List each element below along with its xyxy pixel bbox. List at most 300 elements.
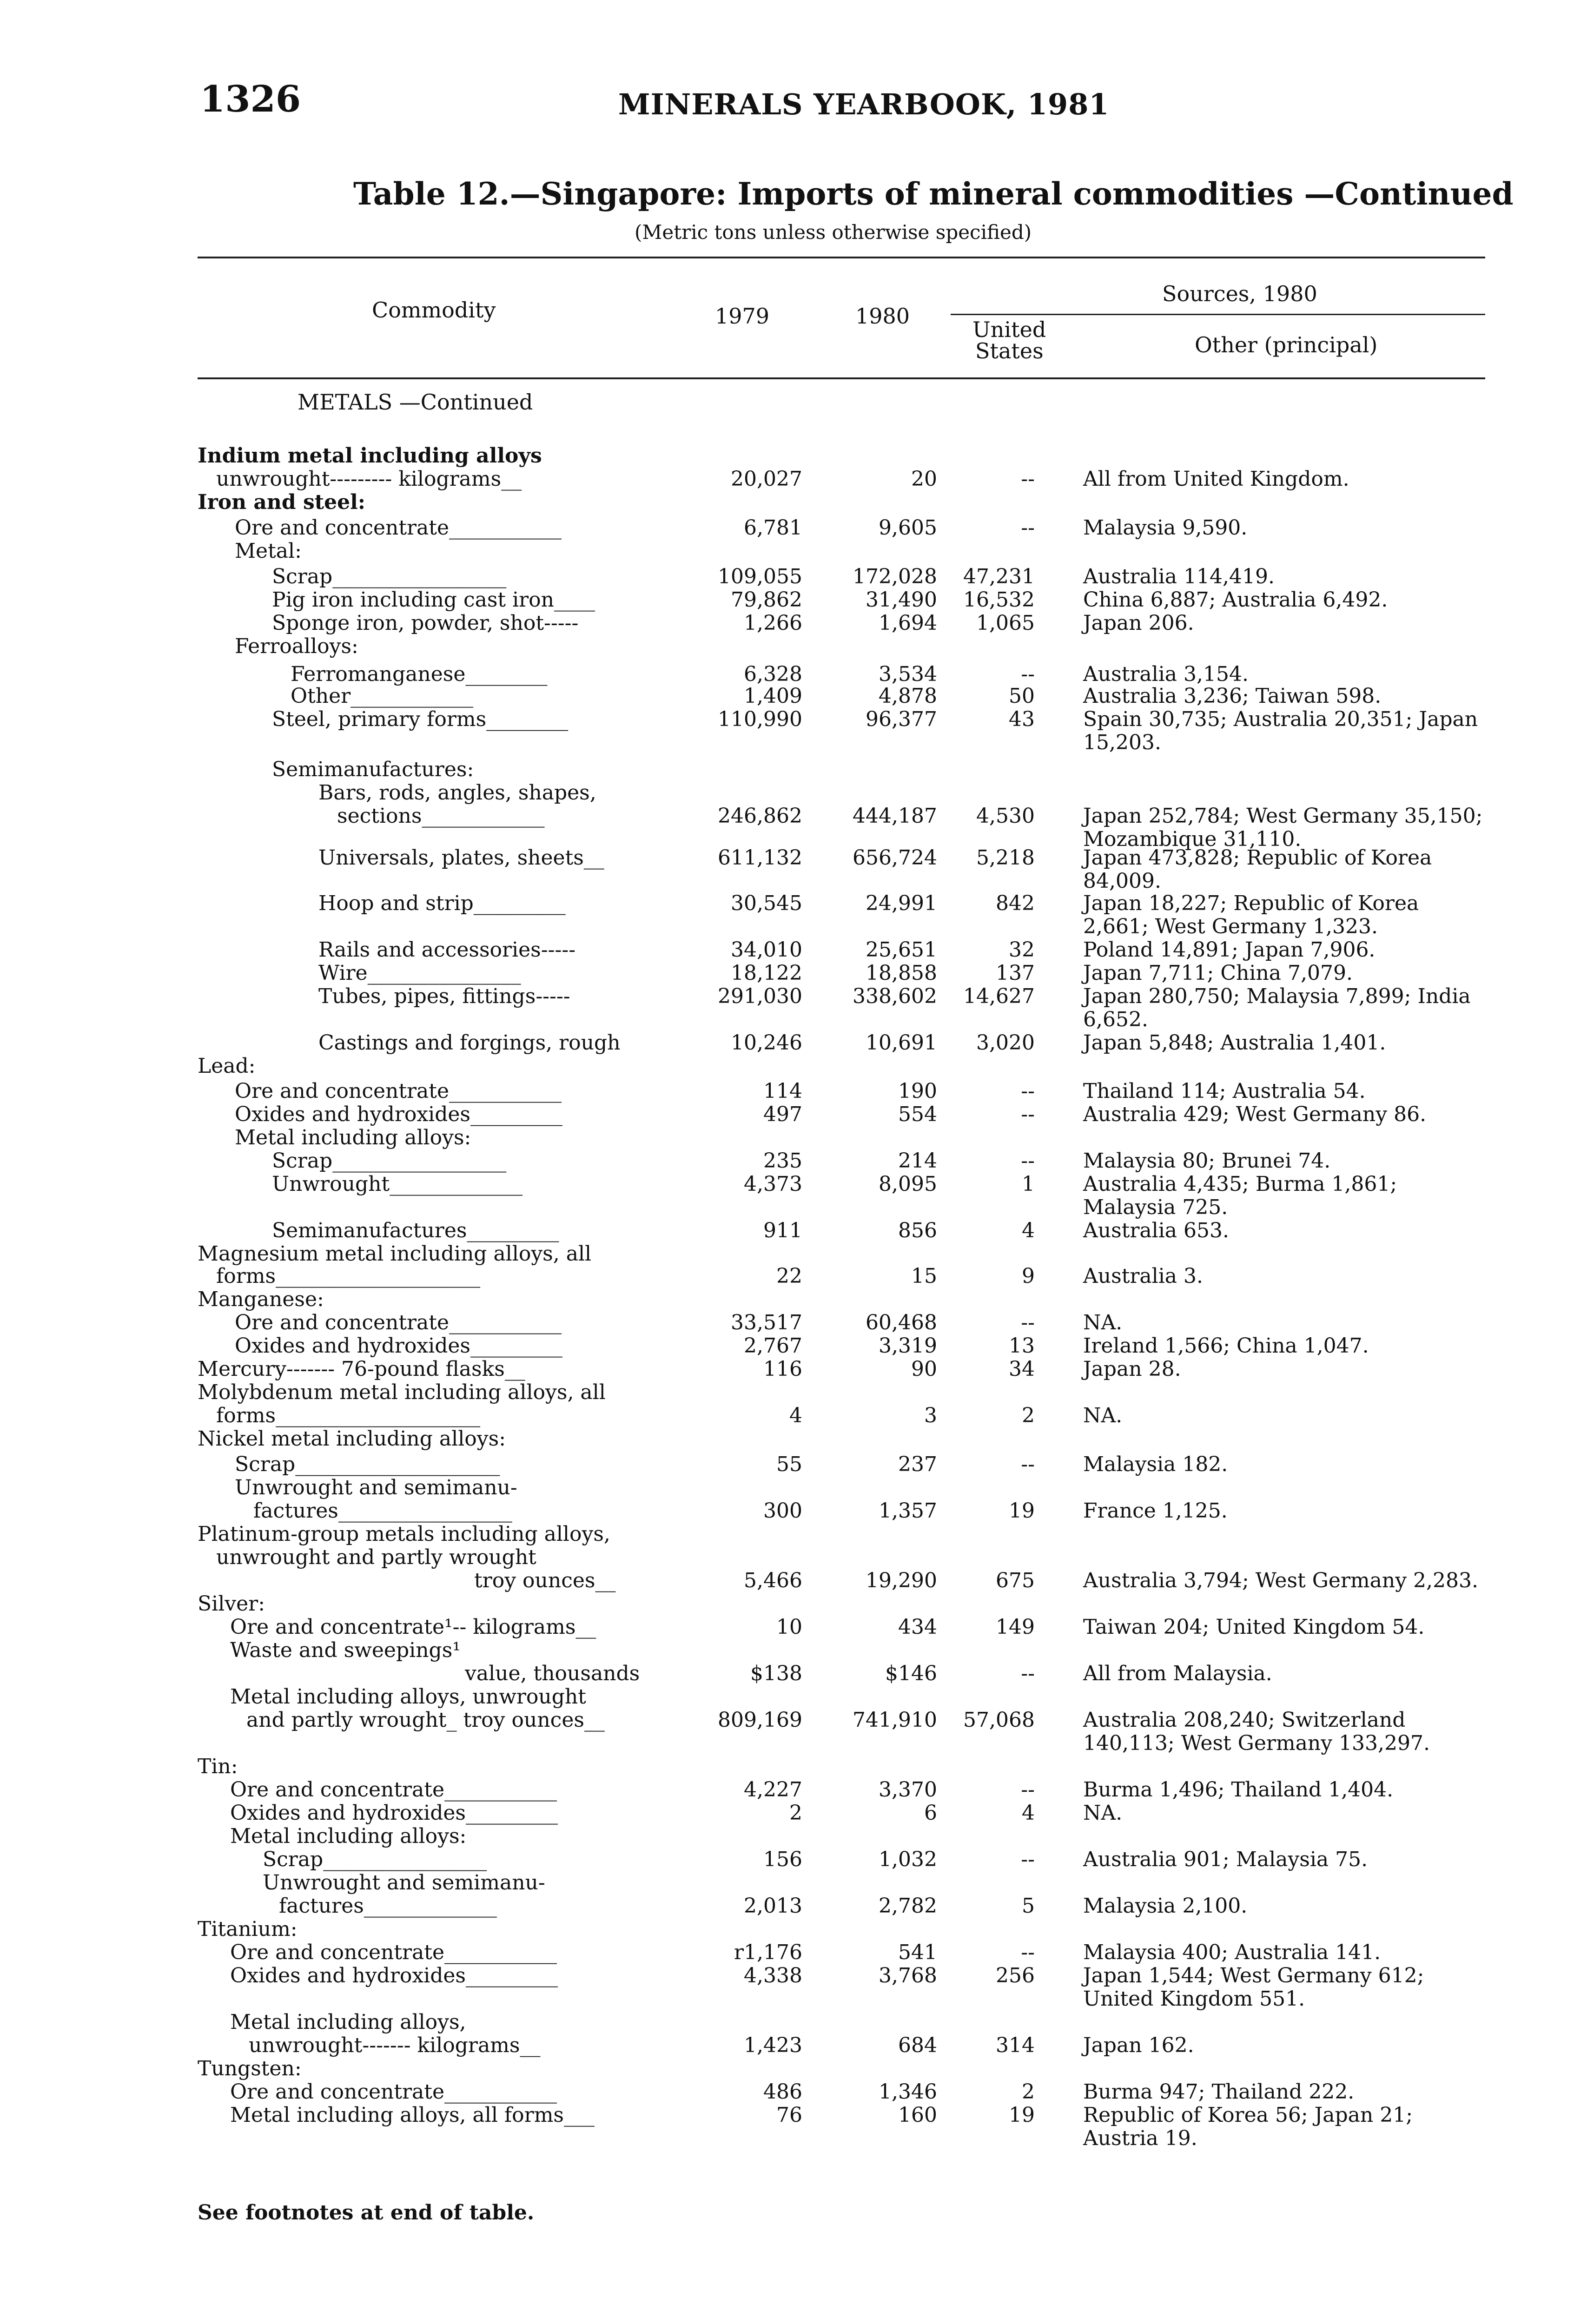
row-leader: ___________ <box>444 2080 557 2104</box>
row-label: Scrap____________________ <box>235 1452 500 1476</box>
header-other: Other (principal) <box>1195 332 1378 357</box>
value-1980: $146 <box>885 1662 937 1685</box>
row-label: Oxides and hydroxides_________ <box>235 1334 563 1358</box>
value-other-principal: Japan 7,711; China 7,079. <box>1083 961 1353 985</box>
footnote: See footnotes at end of table. <box>198 2201 535 2225</box>
table-row <box>0 634 1574 659</box>
table-row <box>0 1079 1574 1103</box>
value-united-states: -- <box>1021 1149 1035 1173</box>
value-1980: 3,534 <box>879 662 937 686</box>
value-1979: 6,328 <box>744 662 802 686</box>
value-1979: 246,862 <box>718 804 802 828</box>
value-other-principal: Japan 5,848; Australia 1,401. <box>1083 1031 1386 1055</box>
table-row <box>0 1334 1574 1358</box>
row-leader: _______________ <box>367 961 521 985</box>
row-label: Other____________ <box>291 684 474 708</box>
table-row <box>0 707 1574 732</box>
row-leader: ____________________ <box>295 1452 500 1476</box>
value-1979: 4,338 <box>744 1964 802 1987</box>
value-1980: 214 <box>898 1149 937 1173</box>
table-row <box>0 2080 1574 2104</box>
row-label: Ore and concentrate___________ <box>230 1778 557 1802</box>
value-other-principal: China 6,887; Australia 6,492. <box>1083 588 1388 612</box>
value-united-states: 3,020 <box>976 1031 1035 1055</box>
row-label: Oxides and hydroxides_________ <box>235 1103 563 1126</box>
value-other-principal: Malaysia 9,590. <box>1083 516 1248 540</box>
row-label: Ferroalloys: <box>235 634 358 658</box>
row-leader: ----- <box>544 611 579 635</box>
row-leader: --------- kilograms__ <box>330 467 522 491</box>
value-other-principal: NA. <box>1083 1311 1123 1334</box>
table-row <box>0 684 1574 708</box>
table-row <box>0 2126 1574 2151</box>
row-label: Metal including alloys, <box>230 2010 466 2034</box>
value-1979: 1,423 <box>744 2034 802 2057</box>
table-row <box>0 467 1574 491</box>
header-commodity: Commodity <box>372 297 496 323</box>
row-label: Metal including alloys: <box>235 1126 471 1149</box>
value-other-principal: Australia 114,419. <box>1083 565 1275 588</box>
value-1980: 90 <box>911 1357 937 1381</box>
row-leader: ------- 76-pound flasks__ <box>286 1357 525 1381</box>
value-other-principal: Malaysia 2,100. <box>1083 1894 1248 1918</box>
value-other-principal: Japan 18,227; Republic of Korea <box>1083 891 1419 915</box>
row-label: Ore and concentrate___________ <box>235 1079 562 1103</box>
row-label: Ore and concentrate¹-- kilograms__ <box>230 1615 596 1639</box>
value-other-principal: Malaysia 182. <box>1083 1452 1228 1476</box>
value-1979: 2 <box>789 1801 802 1825</box>
table-row <box>0 1103 1574 1127</box>
table-row <box>0 1685 1574 1709</box>
value-1980: 656,724 <box>853 846 937 870</box>
value-united-states: 1,065 <box>976 611 1035 635</box>
row-label: Oxides and hydroxides_________ <box>230 1964 558 1987</box>
row-leader: ____________ <box>422 804 545 828</box>
value-united-states: 13 <box>1009 1334 1035 1358</box>
value-1979: 55 <box>776 1452 802 1476</box>
row-leader: _________ <box>473 891 566 915</box>
value-1980: 434 <box>898 1615 937 1639</box>
row-label: unwrought and partly wrought <box>216 1545 536 1569</box>
value-united-states: -- <box>1021 662 1035 686</box>
table-row <box>0 1452 1574 1477</box>
row-label: Titanium: <box>198 1917 298 1941</box>
row-label: unwrought------- kilograms__ <box>249 2034 541 2057</box>
value-1979: 18,122 <box>731 961 802 985</box>
table-row <box>0 588 1574 612</box>
value-1979: 109,055 <box>718 565 802 588</box>
value-other-principal: Japan 280,750; Malaysia 7,899; India <box>1083 984 1471 1008</box>
value-united-states: 19 <box>1009 1499 1035 1523</box>
value-1980: 6 <box>924 1801 937 1825</box>
table-row <box>0 1172 1574 1196</box>
table-row <box>0 516 1574 540</box>
value-united-states: -- <box>1021 1941 1035 1964</box>
value-united-states: 34 <box>1009 1357 1035 1381</box>
value-other-principal: Burma 1,496; Thailand 1,404. <box>1083 1778 1394 1802</box>
table-row <box>0 1569 1574 1593</box>
value-united-states: 2 <box>1022 1404 1035 1427</box>
value-1979: 1,409 <box>744 684 802 708</box>
row-label: Unwrought and semimanu- <box>263 1871 545 1895</box>
value-1979: r1,176 <box>734 1941 802 1964</box>
table-row <box>0 1195 1574 1220</box>
value-1980: 8,095 <box>879 1172 937 1196</box>
value-united-states: -- <box>1021 1103 1035 1126</box>
table-row <box>0 1008 1574 1032</box>
value-united-states: 256 <box>996 1964 1035 1987</box>
table-row <box>0 1801 1574 1825</box>
row-leader: _________________ <box>338 1499 512 1523</box>
header-us-line2: States <box>975 338 1044 363</box>
value-united-states: -- <box>1021 467 1035 491</box>
row-leader: _________ <box>466 1801 558 1825</box>
row-label: Oxides and hydroxides_________ <box>230 1801 558 1825</box>
value-1979: 300 <box>763 1499 802 1523</box>
row-label: Waste and sweepings¹ <box>230 1638 461 1662</box>
row-label: Sponge iron, powder, shot----- <box>272 611 579 635</box>
value-1980: 24,991 <box>866 891 937 915</box>
row-label: unwrought--------- kilograms__ <box>216 467 522 491</box>
table-row <box>0 1264 1574 1288</box>
row-label: value, thousands <box>465 1662 640 1685</box>
top-rule <box>198 257 1485 258</box>
table-row <box>0 1427 1574 1451</box>
value-other-principal: Japan 1,544; West Germany 612; <box>1083 1964 1424 1987</box>
value-other-principal: Australia 901; Malaysia 75. <box>1083 1848 1368 1871</box>
value-1979: 291,030 <box>718 984 802 1008</box>
row-label: sections____________ <box>337 804 545 828</box>
value-other-principal: Malaysia 80; Brunei 74. <box>1083 1149 1331 1173</box>
value-other-principal: Malaysia 400; Australia 141. <box>1083 1941 1381 1964</box>
row-label: Pig iron including cast iron____ <box>272 588 595 612</box>
value-1980: 15 <box>911 1264 937 1288</box>
value-united-states: -- <box>1021 1778 1035 1802</box>
row-label: Unwrought_____________ <box>272 1172 523 1196</box>
row-label: Tin: <box>198 1755 238 1778</box>
table-row <box>0 1357 1574 1381</box>
row-label: Ore and concentrate___________ <box>235 516 562 540</box>
value-united-states: 19 <box>1009 2103 1035 2127</box>
value-1980: 96,377 <box>866 707 937 731</box>
table-row <box>0 1545 1574 1570</box>
table-row <box>0 1848 1574 1872</box>
row-leader: ----- <box>541 938 576 962</box>
value-1980: 172,028 <box>853 565 937 588</box>
value-1980: 1,357 <box>879 1499 937 1523</box>
table-row <box>0 1311 1574 1335</box>
value-united-states: 16,532 <box>963 588 1035 612</box>
row-leader: ____________________ <box>276 1404 481 1427</box>
row-leader: _________ <box>467 1219 559 1242</box>
value-1980: 3 <box>924 1404 937 1427</box>
row-label: Tubes, pipes, fittings----- <box>318 984 570 1008</box>
value-united-states: -- <box>1021 1662 1035 1685</box>
row-label: Semimanufactures: <box>272 758 474 781</box>
value-other-principal: France 1,125. <box>1083 1499 1228 1523</box>
value-1979: 1,266 <box>744 611 802 635</box>
value-1980: 25,651 <box>866 938 937 962</box>
value-united-states: -- <box>1021 1848 1035 1871</box>
row-leader: ____________ <box>351 684 474 708</box>
value-1979: 110,990 <box>718 707 802 731</box>
value-1980: 60,468 <box>866 1311 937 1334</box>
table-row <box>0 758 1574 782</box>
table-row <box>0 2034 1574 2058</box>
table-row <box>0 1592 1574 1616</box>
table-row <box>0 1708 1574 1732</box>
value-1980: 338,602 <box>853 984 937 1008</box>
value-other-principal: United Kingdom 551. <box>1083 1987 1305 2011</box>
row-leader: ___________ <box>449 516 562 540</box>
row-label: Universals, plates, sheets__ <box>318 846 604 870</box>
value-other-principal: All from United Kingdom. <box>1083 467 1349 491</box>
value-1980: 237 <box>898 1452 937 1476</box>
row-label: Bars, rods, angles, shapes, <box>318 781 596 805</box>
table-row <box>0 565 1574 589</box>
value-1979: 114 <box>763 1079 802 1103</box>
value-1979: 486 <box>763 2080 802 2104</box>
row-leader: ________________ <box>323 1848 487 1871</box>
row-leader: _________________ <box>332 1149 507 1173</box>
value-1979: 79,862 <box>731 588 802 612</box>
value-1979: 497 <box>763 1103 802 1126</box>
value-1980: 160 <box>898 2103 937 2127</box>
value-other-principal: Japan 252,784; West Germany 35,150; <box>1083 804 1483 828</box>
row-label: Metal including alloys, all forms___ <box>230 2103 595 2127</box>
table-row <box>0 662 1574 687</box>
value-other-principal: Republic of Korea 56; Japan 21; <box>1083 2103 1413 2127</box>
row-label: Scrap_________________ <box>272 565 507 588</box>
row-leader: __ <box>583 846 604 870</box>
value-1980: 1,694 <box>879 611 937 635</box>
row-label: Hoop and strip_________ <box>318 891 566 915</box>
value-1980: 31,490 <box>866 588 937 612</box>
value-1980: 2,782 <box>879 1894 937 1918</box>
table-row <box>0 490 1574 515</box>
section-heading: METALS —Continued <box>298 390 533 415</box>
value-other-principal: Spain 30,735; Australia 20,351; Japan <box>1083 707 1478 731</box>
value-1979: 235 <box>763 1149 802 1173</box>
table-row <box>0 1615 1574 1639</box>
row-label: Manganese: <box>198 1287 324 1311</box>
value-united-states: 47,231 <box>963 565 1035 588</box>
value-1980: 741,910 <box>853 1708 937 1732</box>
value-1979: 611,132 <box>718 846 802 870</box>
table-row <box>0 1404 1574 1428</box>
value-united-states: 43 <box>1009 707 1035 731</box>
row-leader: _________ <box>466 1964 558 1987</box>
value-1980: 3,370 <box>879 1778 937 1802</box>
row-label: Semimanufactures_________ <box>272 1219 559 1242</box>
header-us-line1: United <box>972 317 1046 342</box>
value-1979: 34,010 <box>731 938 802 962</box>
row-leader: _________________ <box>332 565 507 588</box>
value-other-principal: Japan 206. <box>1083 611 1194 635</box>
row-label: Iron and steel: <box>198 490 366 514</box>
value-other-principal: Australia 3. <box>1083 1264 1203 1288</box>
table-row <box>0 444 1574 468</box>
value-1979: 156 <box>763 1848 802 1871</box>
table-row <box>0 915 1574 939</box>
value-1979: 30,545 <box>731 891 802 915</box>
table-row <box>0 1941 1574 1965</box>
value-1980: 1,032 <box>879 1848 937 1871</box>
table-title: Table 12.—Singapore: Imports of mineral commodities —Continued <box>353 176 1514 212</box>
value-1980: 554 <box>898 1103 937 1126</box>
row-label: Metal: <box>235 539 302 563</box>
header-1980: 1980 <box>855 304 910 329</box>
value-united-states: -- <box>1021 1311 1035 1334</box>
value-1979: 2,767 <box>744 1334 802 1358</box>
value-other-principal: 6,652. <box>1083 1008 1148 1031</box>
value-other-principal: Austria 19. <box>1083 2126 1197 2150</box>
value-united-states: -- <box>1021 516 1035 540</box>
row-leader: ___________ <box>449 1311 562 1334</box>
table-row <box>0 1242 1574 1266</box>
row-leader: ___ <box>564 2103 595 2127</box>
row-label: and partly wrought_ troy ounces__ <box>246 1708 605 1732</box>
row-label: Nickel metal including alloys: <box>198 1427 506 1451</box>
row-label: troy ounces__ <box>474 1569 616 1592</box>
value-other-principal: Poland 14,891; Japan 7,906. <box>1083 938 1376 962</box>
value-other-principal: Mozambique 31,110. <box>1083 827 1302 851</box>
table-row <box>0 539 1574 563</box>
value-1979: 22 <box>776 1264 802 1288</box>
value-1979: 2,013 <box>744 1894 802 1918</box>
table-row <box>0 2103 1574 2127</box>
value-1979: 76 <box>776 2103 802 2127</box>
row-label: factures_____________ <box>279 1894 497 1918</box>
table-row <box>0 891 1574 916</box>
table-row <box>0 1964 1574 1988</box>
row-label: Ore and concentrate___________ <box>235 1311 562 1334</box>
value-1980: 4,878 <box>879 684 937 708</box>
table-subtitle: (Metric tons unless otherwise specified) <box>635 221 1032 244</box>
table-row <box>0 1917 1574 1941</box>
value-1979: 4 <box>789 1404 802 1427</box>
row-leader: ___________ <box>444 1778 557 1802</box>
row-label: Magnesium metal including alloys, all <box>198 1242 592 1266</box>
table-row <box>0 984 1574 1009</box>
value-other-principal: Australia 208,240; Switzerland <box>1083 1708 1406 1732</box>
table-row <box>0 1894 1574 1918</box>
value-1980: 10,691 <box>866 1031 937 1055</box>
row-leader: ___________ <box>449 1079 562 1103</box>
value-other-principal: 2,661; West Germany 1,323. <box>1083 915 1378 938</box>
value-1980: 190 <box>898 1079 937 1103</box>
value-other-principal: Burma 947; Thailand 222. <box>1083 2080 1355 2104</box>
row-label: Rails and accessories----- <box>318 938 576 962</box>
table-row <box>0 1731 1574 1756</box>
row-leader: ____ <box>554 588 595 612</box>
value-other-principal: Japan 473,828; Republic of Korea <box>1083 846 1432 870</box>
table-row <box>0 1054 1574 1078</box>
table-row <box>0 804 1574 828</box>
row-label: Wire_______________ <box>318 961 521 985</box>
header-bottom-rule <box>198 377 1485 379</box>
value-other-principal: Australia 653. <box>1083 1219 1229 1242</box>
value-other-principal: Australia 4,435; Burma 1,861; <box>1083 1172 1397 1196</box>
row-label: Metal including alloys, unwrought <box>230 1685 586 1709</box>
row-leader: _ troy ounces__ <box>446 1708 605 1732</box>
row-label: Ore and concentrate___________ <box>230 2080 557 2104</box>
table-row <box>0 1499 1574 1523</box>
value-1979: $138 <box>750 1662 802 1685</box>
value-other-principal: Japan 162. <box>1083 2034 1194 2057</box>
value-united-states: -- <box>1021 1079 1035 1103</box>
table-row <box>0 2057 1574 2081</box>
value-other-principal: NA. <box>1083 1801 1123 1825</box>
value-other-principal: Malaysia 725. <box>1083 1195 1228 1219</box>
row-leader: ____________________ <box>276 1264 481 1288</box>
row-leader: _____________ <box>364 1894 497 1918</box>
value-other-principal: Australia 3,794; West Germany 2,283. <box>1083 1569 1479 1592</box>
table-row <box>0 869 1574 893</box>
table-row <box>0 611 1574 635</box>
value-united-states: 57,068 <box>963 1708 1035 1732</box>
value-other-principal: Thailand 114; Australia 54. <box>1083 1079 1366 1103</box>
table-row <box>0 938 1574 962</box>
value-1980: 9,605 <box>879 516 937 540</box>
table-row <box>0 1380 1574 1405</box>
row-label: Castings and forgings, rough <box>318 1031 621 1055</box>
row-label: Tungsten: <box>198 2057 302 2080</box>
value-united-states: 5 <box>1022 1894 1035 1918</box>
row-label: Indium metal including alloys <box>198 444 542 468</box>
value-other-principal: 15,203. <box>1083 731 1161 754</box>
value-united-states: 32 <box>1009 938 1035 962</box>
value-1980: 20 <box>911 467 937 491</box>
row-label: Lead: <box>198 1054 256 1078</box>
value-other-principal: NA. <box>1083 1404 1123 1427</box>
row-leader: ________ <box>465 662 548 686</box>
row-label: Scrap________________ <box>263 1848 487 1871</box>
value-other-principal: 140,113; West Germany 133,297. <box>1083 1731 1430 1755</box>
value-united-states: 4 <box>1022 1219 1035 1242</box>
row-leader: _____________ <box>390 1172 523 1196</box>
value-1980: 19,290 <box>866 1569 937 1592</box>
value-other-principal: Australia 429; West Germany 86. <box>1083 1103 1427 1126</box>
table-row <box>0 1824 1574 1849</box>
value-united-states: 1 <box>1022 1172 1035 1196</box>
value-1979: 6,781 <box>744 516 802 540</box>
value-united-states: 137 <box>996 961 1035 985</box>
running-head: MINERALS YEARBOOK, 1981 <box>618 87 1110 121</box>
value-united-states: 314 <box>996 2034 1035 2057</box>
value-other-principal: Japan 28. <box>1083 1357 1181 1381</box>
table-row <box>0 1126 1574 1150</box>
table-row <box>0 1778 1574 1802</box>
sources-rule <box>951 314 1485 315</box>
table-row <box>0 961 1574 985</box>
value-1980: 1,346 <box>879 2080 937 2104</box>
table-row <box>0 781 1574 805</box>
table-row <box>0 1219 1574 1243</box>
value-united-states: 675 <box>996 1569 1035 1592</box>
page-number: 1326 <box>200 78 301 120</box>
value-1979: 4,227 <box>744 1778 802 1802</box>
row-label: Molybdenum metal including alloys, all <box>198 1380 606 1404</box>
value-1980: 444,187 <box>853 804 937 828</box>
value-united-states: 50 <box>1009 684 1035 708</box>
table-row <box>0 731 1574 755</box>
row-label: Steel, primary forms________ <box>272 707 569 731</box>
value-1980: 3,319 <box>879 1334 937 1358</box>
value-united-states: 842 <box>996 891 1035 915</box>
value-united-states: 5,218 <box>976 846 1035 870</box>
row-label: Ore and concentrate___________ <box>230 1941 557 1964</box>
